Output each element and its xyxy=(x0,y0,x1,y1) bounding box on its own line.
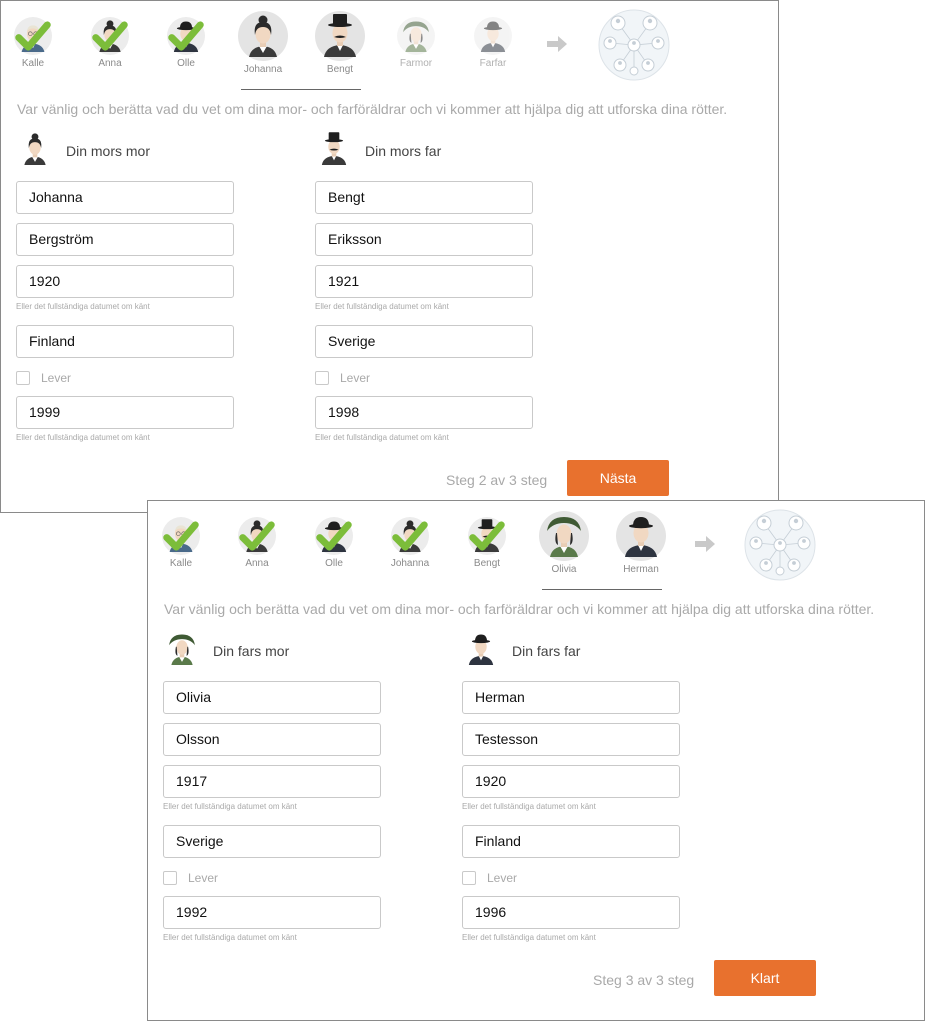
country-input[interactable]: Sverige xyxy=(315,325,533,358)
birth-date-hint: Eller det fullständiga datumet om känt xyxy=(163,802,297,811)
step-anna[interactable] xyxy=(225,501,289,569)
check-icon xyxy=(14,17,52,55)
current-step-underline xyxy=(241,89,361,90)
family-tree-icon xyxy=(598,9,670,81)
birth-year-input[interactable]: 1921 xyxy=(315,265,533,298)
step-label: Bengt xyxy=(473,558,501,569)
check-icon xyxy=(238,517,276,555)
form-column-fathers-father xyxy=(462,627,680,945)
first-name-input[interactable]: Olivia xyxy=(163,681,381,714)
column-title: Din fars mor xyxy=(213,643,290,659)
woman-bun-icon xyxy=(16,127,54,171)
first-name-input[interactable]: Johanna xyxy=(16,181,234,214)
check-icon xyxy=(391,517,429,555)
step-label: Bengt xyxy=(326,64,354,75)
step-olle[interactable] xyxy=(302,501,366,569)
death-date-hint: Eller det fullständiga datumet om känt xyxy=(163,933,297,942)
check-icon xyxy=(315,517,353,555)
step-label: Herman xyxy=(623,564,659,575)
family-tree-icon xyxy=(744,509,816,581)
birth-date-hint: Eller det fullständiga datumet om känt xyxy=(16,302,150,311)
step-label: Olle xyxy=(177,58,195,69)
woman-hat-icon xyxy=(163,627,201,671)
last-name-input[interactable]: Bergström xyxy=(16,223,234,256)
alive-checkbox-row[interactable] xyxy=(163,868,381,888)
man-bowler-hat-icon xyxy=(474,17,512,55)
woman-hat-icon xyxy=(539,511,589,561)
step-kalle[interactable] xyxy=(1,1,65,69)
alive-label: Lever xyxy=(487,871,518,885)
country-input[interactable]: Finland xyxy=(462,825,680,858)
death-date-hint: Eller det fullständiga datumet om känt xyxy=(315,433,449,442)
column-title: Din mors mor xyxy=(66,143,151,159)
done-button[interactable]: Klart xyxy=(714,960,816,996)
woman-hat-icon xyxy=(397,17,435,55)
last-name-input[interactable]: Olsson xyxy=(163,723,381,756)
last-name-input[interactable]: Eriksson xyxy=(315,223,533,256)
birth-year-input[interactable]: 1920 xyxy=(462,765,680,798)
death-year-input[interactable]: 1996 xyxy=(462,896,680,929)
alive-checkbox[interactable] xyxy=(16,371,30,385)
woman-bun-icon xyxy=(238,11,288,61)
check-icon xyxy=(91,17,129,55)
alive-label: Lever xyxy=(41,371,72,385)
check-icon xyxy=(167,17,205,55)
next-button[interactable]: Nästa xyxy=(567,460,669,496)
wizard-screen-step-3 xyxy=(147,500,925,1021)
step-olle[interactable] xyxy=(154,1,218,69)
step-farfar[interactable] xyxy=(461,1,525,69)
country-input[interactable]: Sverige xyxy=(163,825,381,858)
man-top-hat-mustache-icon xyxy=(315,11,365,61)
country-input[interactable]: Finland xyxy=(16,325,234,358)
form-column-mothers-mother xyxy=(16,127,234,445)
alive-checkbox[interactable] xyxy=(462,871,476,885)
step-johanna[interactable] xyxy=(231,1,295,75)
intro-text: Var vänlig och berätta vad du vet om dina mor- och farföräldrar och vi kommer att hjälpa dig att utforska dina rötter. xyxy=(164,601,875,617)
arrow-right-icon xyxy=(694,535,716,553)
step-olivia[interactable] xyxy=(532,501,596,575)
alive-checkbox[interactable] xyxy=(163,871,177,885)
step-farmor[interactable] xyxy=(384,1,448,69)
alive-checkbox[interactable] xyxy=(315,371,329,385)
alive-checkbox-row[interactable] xyxy=(16,368,234,388)
step-herman[interactable] xyxy=(609,501,673,575)
death-year-input[interactable]: 1998 xyxy=(315,396,533,429)
step-label: Anna xyxy=(98,58,122,69)
man-top-hat-mustache-icon xyxy=(315,127,353,171)
progress-steps xyxy=(1,1,778,101)
arrow-right-icon xyxy=(546,35,568,53)
alive-label: Lever xyxy=(188,871,219,885)
man-bowler-hat-icon xyxy=(616,511,666,561)
form-column-mothers-father xyxy=(315,127,533,445)
progress-steps xyxy=(148,501,924,601)
first-name-input[interactable]: Herman xyxy=(462,681,680,714)
form-column-fathers-mother xyxy=(163,627,381,945)
current-step-underline xyxy=(542,589,662,590)
alive-checkbox-row[interactable] xyxy=(315,368,533,388)
step-label: Anna xyxy=(245,558,269,569)
step-anna[interactable] xyxy=(78,1,142,69)
first-name-input[interactable]: Bengt xyxy=(315,181,533,214)
step-label: Kalle xyxy=(21,58,45,69)
wizard-screen-step-2 xyxy=(0,0,779,513)
check-icon xyxy=(162,517,200,555)
step-label: Olle xyxy=(325,558,343,569)
birth-date-hint: Eller det fullständiga datumet om känt xyxy=(462,802,596,811)
step-counter: Steg 3 av 3 steg xyxy=(593,972,695,988)
step-bengt[interactable] xyxy=(308,1,372,75)
alive-checkbox-row[interactable] xyxy=(462,868,680,888)
step-label: Farfar xyxy=(479,58,507,69)
step-kalle[interactable] xyxy=(149,501,213,569)
alive-label: Lever xyxy=(340,371,371,385)
death-year-input[interactable]: 1992 xyxy=(163,896,381,929)
column-title: Din mors far xyxy=(365,143,442,159)
step-label: Farmor xyxy=(399,58,433,69)
step-label: Kalle xyxy=(169,558,193,569)
birth-date-hint: Eller det fullständiga datumet om känt xyxy=(315,302,449,311)
step-johanna[interactable] xyxy=(378,501,442,569)
step-bengt[interactable] xyxy=(455,501,519,569)
birth-year-input[interactable]: 1920 xyxy=(16,265,234,298)
step-label: Johanna xyxy=(243,64,283,75)
step-counter: Steg 2 av 3 steg xyxy=(446,472,548,488)
last-name-input[interactable]: Testesson xyxy=(462,723,680,756)
death-date-hint: Eller det fullständiga datumet om känt xyxy=(462,933,596,942)
column-title: Din fars far xyxy=(512,643,581,659)
birth-year-input[interactable]: 1917 xyxy=(163,765,381,798)
man-bowler-hat-icon xyxy=(462,627,500,671)
death-date-hint: Eller det fullständiga datumet om känt xyxy=(16,433,150,442)
intro-text: Var vänlig och berätta vad du vet om dina mor- och farföräldrar och vi kommer att hjälpa dig att utforska dina rötter. xyxy=(17,101,728,117)
step-label: Johanna xyxy=(390,558,430,569)
step-label: Olivia xyxy=(551,564,577,575)
death-year-input[interactable]: 1999 xyxy=(16,396,234,429)
check-icon xyxy=(468,517,506,555)
